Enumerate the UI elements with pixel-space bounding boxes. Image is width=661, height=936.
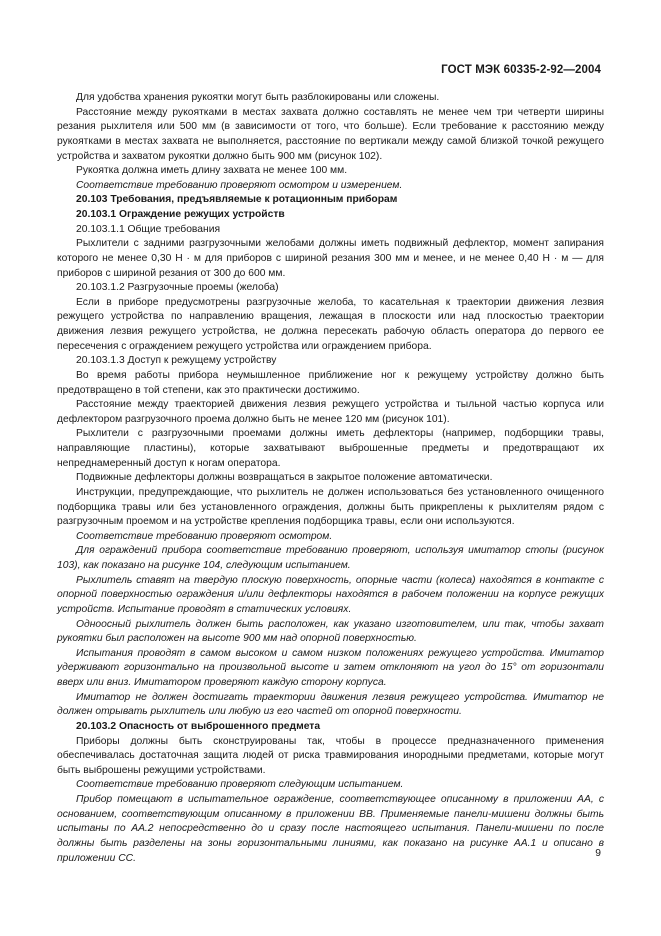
paragraph-italic: Соответствие требованию проверяют осмотром. [76,530,333,542]
paragraph-italic: Для ограждений прибора соответствие требованию проверяют, используя имитатор стопы (рисунок 103), как показано на рисунке 104, следующим испытанием. [57,545,604,571]
page-number: 9 [595,848,601,859]
subsection-heading: 20.103.1 Ограждение режущих устройств [76,209,285,220]
paragraph-italic: Одноосный рыхлитель должен быть расположен, как указано изготовителем, или так, чтобы захват рукоятки был расположен на высоте 900 мм над опорной поверхностью. [57,618,604,645]
paragraph-italic: Рыхлитель ставят на твердую плоскую поверхность, опорные части (колеса) находятся в контакте с опорной поверхностью ограждения и/или дефлекторы находятся в рабочем положении на корпусе режущих устройств. Испытание проводят в статических условиях. [57,574,604,615]
standard-code-header: ГОСТ МЭК 60335-2-92—2004 [441,64,601,76]
paragraph: Рукоятка должна иметь длину захвата не менее 100 мм. [76,165,348,177]
paragraph: Расстояние между траекторией движения лезвия режущего устройства и тыльной частью корпуса или дефлектором разгрузочного проема должно быть не менее 120 мм (рисунок 101). [57,399,604,425]
paragraph-italic: Соответствие требованию проверяют следующим испытанием. [76,779,404,791]
paragraph: Во время работы прибора неумышленное приближение ног к режущему устройству должно быть предотвращено в той степени, как это практически достижимо. [57,369,604,396]
paragraph: Инструкции, предупреждающие, что рыхлитель не должен использоваться без установленного очищенного подборщика травы или без установленного ограждения, должны быть прикреплены к рыхлителям рядом с разгрузочным проемом и на устройстве крепления подборщика травы, если они используются. [57,486,604,528]
paragraph-italic: Имитатор не должен достигать траектории движения лезвия режущего устройства. Имитатор не должен отрывать рыхлитель или любую из его частей от опорной поверхности. [57,691,604,718]
paragraph: Для удобства хранения рукоятки могут быть разблокированы или сложены. [76,92,440,103]
clause-heading: 20.103.1.3 Доступ к режущему устройству [76,355,277,367]
clause-heading: 20.103.1.1 Общие требования [76,223,221,235]
paragraph-italic: Соответствие требованию проверяют осмотром и измерением. [76,179,403,191]
subsection-heading: 20.103.2 Опасность от выброшенного предмета [76,720,321,732]
clause-heading: 20.103.1.2 Разгрузочные проемы (желоба) [76,282,279,294]
paragraph: Приборы должны быть сконструированы так, чтобы в процессе предназначенного применения обеспечивалась достаточная защита людей от риска травмирования инородными предметами, которые могут быть выброшены режущими устройствами. [57,735,604,776]
paragraph-italic: Испытания проводят в самом высоком и самом низком положениях режущего устройства. Имитатор удерживают горизонтально на произвольной высоте и затем отклоняют на угол до 15° от горизонтали вверх или вниз. Имитатором проверяют каждую сторону корпуса. [57,647,604,688]
paragraph: Расстояние между рукоятками в местах захвата должно составлять не менее чем три четверти ширины резания рыхлителя или 500 мм (в зависимости от того, что больше). Если требование к расстоянию между рукоятками в местах захвата не выполняется, расстояние по вертикали между самой близкой точкой режущего устройства и захватом рукоятки должно быть 900 мм (рисунок 102). [57,106,604,162]
paragraph-italic: Прибор помещают в испытательное ограждение, соответствующее описанному в приложении АА, с основанием, соответствующим описанному в приложении ВВ. Применяемые панели-мишени должны быть испытаны по АА.2 непосредственно до и сразу после настоящего испытания. Панели-мишени по после должны быть разделены на зоны горизонтальными линиями, как показано на рисунке АА.1 и описано в приложении СС. [57,794,604,864]
section-heading: 20.103 Требования, предъявляемые к ротационным приборам [76,194,398,206]
paragraph: Подвижные дефлекторы должны возвращаться в закрытое положение автоматически. [76,472,493,484]
paragraph: Рыхлители с задними разгрузочными желобами должны иметь подвижный дефлектор, момент запирания которого не менее 0,30 Н · м для приборов с шириной резания 300 мм и менее, и не менее 0,40 Н · м — для приборов с шириной резания от 300 до 600 мм. [57,238,604,279]
paragraph: Если в приборе предусмотрены разгрузочные желоба, то касательная к траектории движения лезвия режущего устройства по направлению вращения, лежащая в плоскости или над плоскостью траектории движения лезвия режущего устройства, не должна пересекать рабочую область оператора до первого ее пересечения с ограждением режущего устройства или ограждением прибора. [57,296,604,352]
document-body [57,91,604,866]
paragraph: Рыхлители с разгрузочными проемами должны иметь дефлекторы (например, подборщики травы, направляющие пластины), которые захватывают выброшенные предметы и предотвращают их непреднамеренный доступ к ногам оператора. [57,428,604,469]
